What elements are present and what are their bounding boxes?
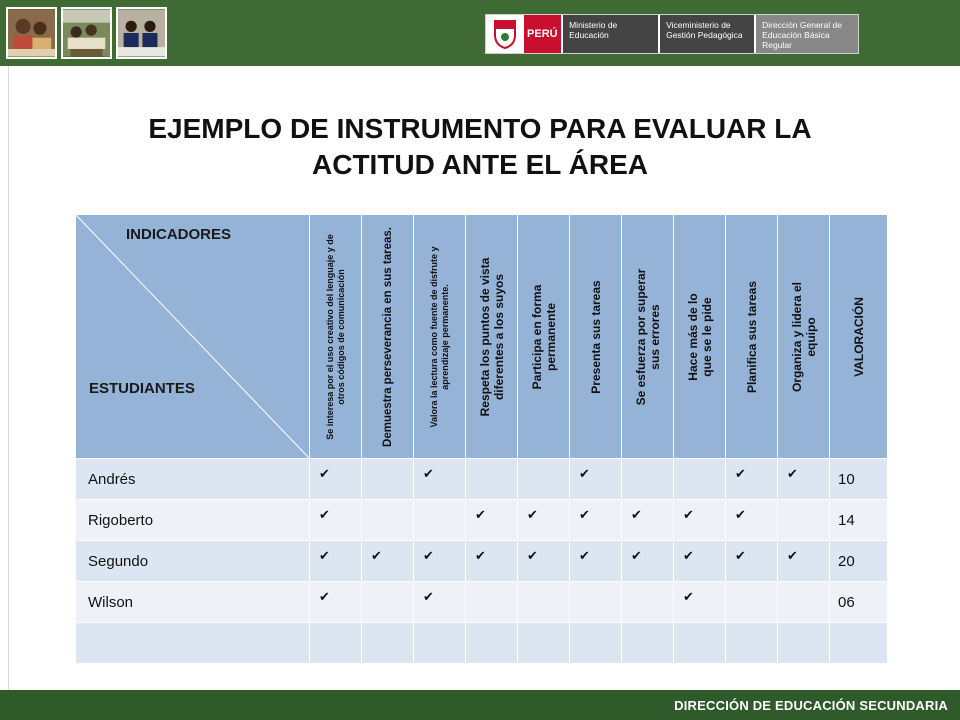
student-name: Wilson — [76, 582, 310, 623]
indicator-cell — [674, 541, 726, 582]
indicator-cell — [362, 459, 414, 500]
indicator-text-2: Demuestra perseverancia en sus tareas. — [381, 226, 394, 447]
checkmark-icon: ✔ — [735, 507, 746, 522]
indicator-cell — [726, 582, 778, 623]
valoracion-cell: 10 — [830, 459, 888, 500]
corner-diagonal-line — [76, 215, 310, 459]
checkmark-icon: ✔ — [319, 507, 330, 522]
indicator-cell — [414, 459, 466, 500]
viceministry-label: Viceministerio de Gestión Pedagógica — [660, 15, 754, 53]
checkmark-icon: ✔ — [475, 507, 486, 522]
checkmark-icon: ✔ — [423, 466, 434, 481]
peru-shield-icon — [486, 15, 524, 53]
table-row — [76, 500, 888, 541]
indicator-header-6 — [570, 215, 622, 459]
table-row — [76, 623, 888, 664]
checkmark-icon: ✔ — [735, 548, 746, 563]
page-title — [60, 111, 900, 183]
indicator-cell — [518, 582, 570, 623]
indicator-text-7: Se esfuerza por superar sus errores — [633, 268, 662, 405]
checkmark-icon: ✔ — [319, 589, 330, 604]
checkmark-icon: ✔ — [319, 466, 330, 481]
checkmark-icon: ✔ — [683, 589, 694, 604]
indicator-text-9: Planifica sus tareas — [744, 280, 759, 393]
indicator-header-8 — [674, 215, 726, 459]
student-name: Rigoberto — [76, 500, 310, 541]
indicator-cell — [518, 623, 570, 664]
table-row — [76, 541, 888, 582]
direction-label: Dirección General de Educación Básica Regular — [756, 15, 858, 53]
indicator-text-10: Organiza y lidera el equipo — [789, 281, 818, 392]
indicator-cell — [362, 623, 414, 664]
indicator-cell — [570, 541, 622, 582]
indicator-cell — [778, 459, 830, 500]
peru-label: PERÚ — [524, 15, 562, 53]
indicator-header-3 — [414, 215, 466, 459]
student-name — [76, 623, 310, 664]
indicator-cell — [466, 459, 518, 500]
left-margin-rule — [0, 66, 9, 690]
checkmark-icon: ✔ — [683, 548, 694, 563]
indicator-cell — [310, 582, 362, 623]
checkmark-icon: ✔ — [371, 548, 382, 563]
indicator-cell — [622, 541, 674, 582]
indicator-cell — [414, 582, 466, 623]
indicator-cell — [466, 500, 518, 541]
indicator-text-5: Participa en forma permanente — [529, 284, 558, 389]
indicator-header-7 — [622, 215, 674, 459]
title-line-2: ACTITUD ANTE EL ÁREA — [312, 149, 648, 180]
indicator-cell — [622, 500, 674, 541]
indicator-header-5 — [518, 215, 570, 459]
student-name: Andrés — [76, 459, 310, 500]
indicator-cell — [778, 582, 830, 623]
ministry-label: Ministerio de Educación — [563, 15, 658, 53]
header-photo-2 — [61, 7, 112, 59]
indicator-cell — [778, 541, 830, 582]
evaluation-table — [75, 214, 888, 664]
indicator-header-1 — [310, 215, 362, 459]
checkmark-icon: ✔ — [475, 548, 486, 563]
indicator-header-4 — [466, 215, 518, 459]
indicator-cell — [466, 541, 518, 582]
checkmark-icon: ✔ — [683, 507, 694, 522]
checkmark-icon: ✔ — [787, 466, 798, 481]
indicator-header-2 — [362, 215, 414, 459]
indicator-cell — [726, 623, 778, 664]
indicator-cell — [362, 541, 414, 582]
header-row — [76, 215, 888, 459]
valoracion-cell: 14 — [830, 500, 888, 541]
valoracion-cell: 06 — [830, 582, 888, 623]
indicator-cell — [674, 623, 726, 664]
header-photo-3 — [116, 7, 167, 59]
checkmark-icon: ✔ — [631, 507, 642, 522]
indicator-cell — [726, 459, 778, 500]
indicator-text-8: Hace más de lo que se le pide — [685, 292, 714, 381]
valoracion-label: VALORACIÓN — [851, 296, 866, 377]
indicator-cell — [726, 541, 778, 582]
indicators-label: INDICADORES — [126, 226, 232, 243]
indicator-cell — [518, 500, 570, 541]
checkmark-icon: ✔ — [423, 589, 434, 604]
indicator-cell — [310, 500, 362, 541]
indicator-cell — [414, 623, 466, 664]
checkmark-icon: ✔ — [735, 466, 746, 481]
indicator-cell — [570, 623, 622, 664]
indicator-cell — [622, 623, 674, 664]
indicator-cell — [778, 623, 830, 664]
header-bar — [0, 0, 960, 66]
ministry-logo-banner — [485, 14, 859, 54]
indicator-text-3: Valora la lectura como fuente de disfrute y aprendizaje permanente. — [428, 245, 450, 428]
footer-label: DIRECCIÓN DE EDUCACIÓN SECUNDARIA — [674, 698, 948, 713]
indicator-cell — [622, 582, 674, 623]
indicator-cell — [414, 500, 466, 541]
indicator-header-10 — [778, 215, 830, 459]
title-line-1: EJEMPLO DE INSTRUMENTO PARA EVALUAR LA — [148, 113, 812, 144]
checkmark-icon: ✔ — [579, 548, 590, 563]
checkmark-icon: ✔ — [631, 548, 642, 563]
indicator-cell — [310, 541, 362, 582]
indicator-cell — [362, 582, 414, 623]
header-photo-1 — [6, 7, 57, 59]
indicator-text-4: Respeta los puntos de vista diferentes a los suyos — [477, 257, 506, 416]
indicator-cell — [518, 541, 570, 582]
checkmark-icon: ✔ — [423, 548, 434, 563]
corner-header-cell — [76, 215, 310, 459]
valoracion-cell: 20 — [830, 541, 888, 582]
indicator-cell — [726, 500, 778, 541]
indicator-cell — [674, 500, 726, 541]
indicator-text-1: Se interesa por el uso creativo del lenguaje y de otros códigos de comunicación — [324, 233, 346, 440]
checkmark-icon: ✔ — [579, 466, 590, 481]
student-rows — [76, 459, 888, 664]
indicator-cell — [466, 623, 518, 664]
indicator-cell — [466, 582, 518, 623]
footer-bar — [0, 690, 960, 720]
indicator-text-6: Presenta sus tareas — [588, 279, 603, 394]
indicator-cell — [674, 459, 726, 500]
students-label: ESTUDIANTES — [89, 380, 195, 397]
indicator-cell — [778, 500, 830, 541]
indicator-cell — [622, 459, 674, 500]
indicator-cell — [518, 459, 570, 500]
indicator-cell — [310, 459, 362, 500]
valoracion-header — [830, 215, 888, 459]
checkmark-icon: ✔ — [319, 548, 330, 563]
indicator-cell — [362, 500, 414, 541]
table-row — [76, 459, 888, 500]
student-name: Segundo — [76, 541, 310, 582]
indicator-cell — [570, 582, 622, 623]
checkmark-icon: ✔ — [527, 548, 538, 563]
checkmark-icon: ✔ — [787, 548, 798, 563]
checkmark-icon: ✔ — [579, 507, 590, 522]
valoracion-cell — [830, 623, 888, 664]
checkmark-icon: ✔ — [527, 507, 538, 522]
indicator-cell — [414, 541, 466, 582]
table-row — [76, 582, 888, 623]
indicator-cell — [310, 623, 362, 664]
indicator-cell — [570, 459, 622, 500]
indicator-cell — [674, 582, 726, 623]
indicator-cell — [570, 500, 622, 541]
indicator-header-9 — [726, 215, 778, 459]
